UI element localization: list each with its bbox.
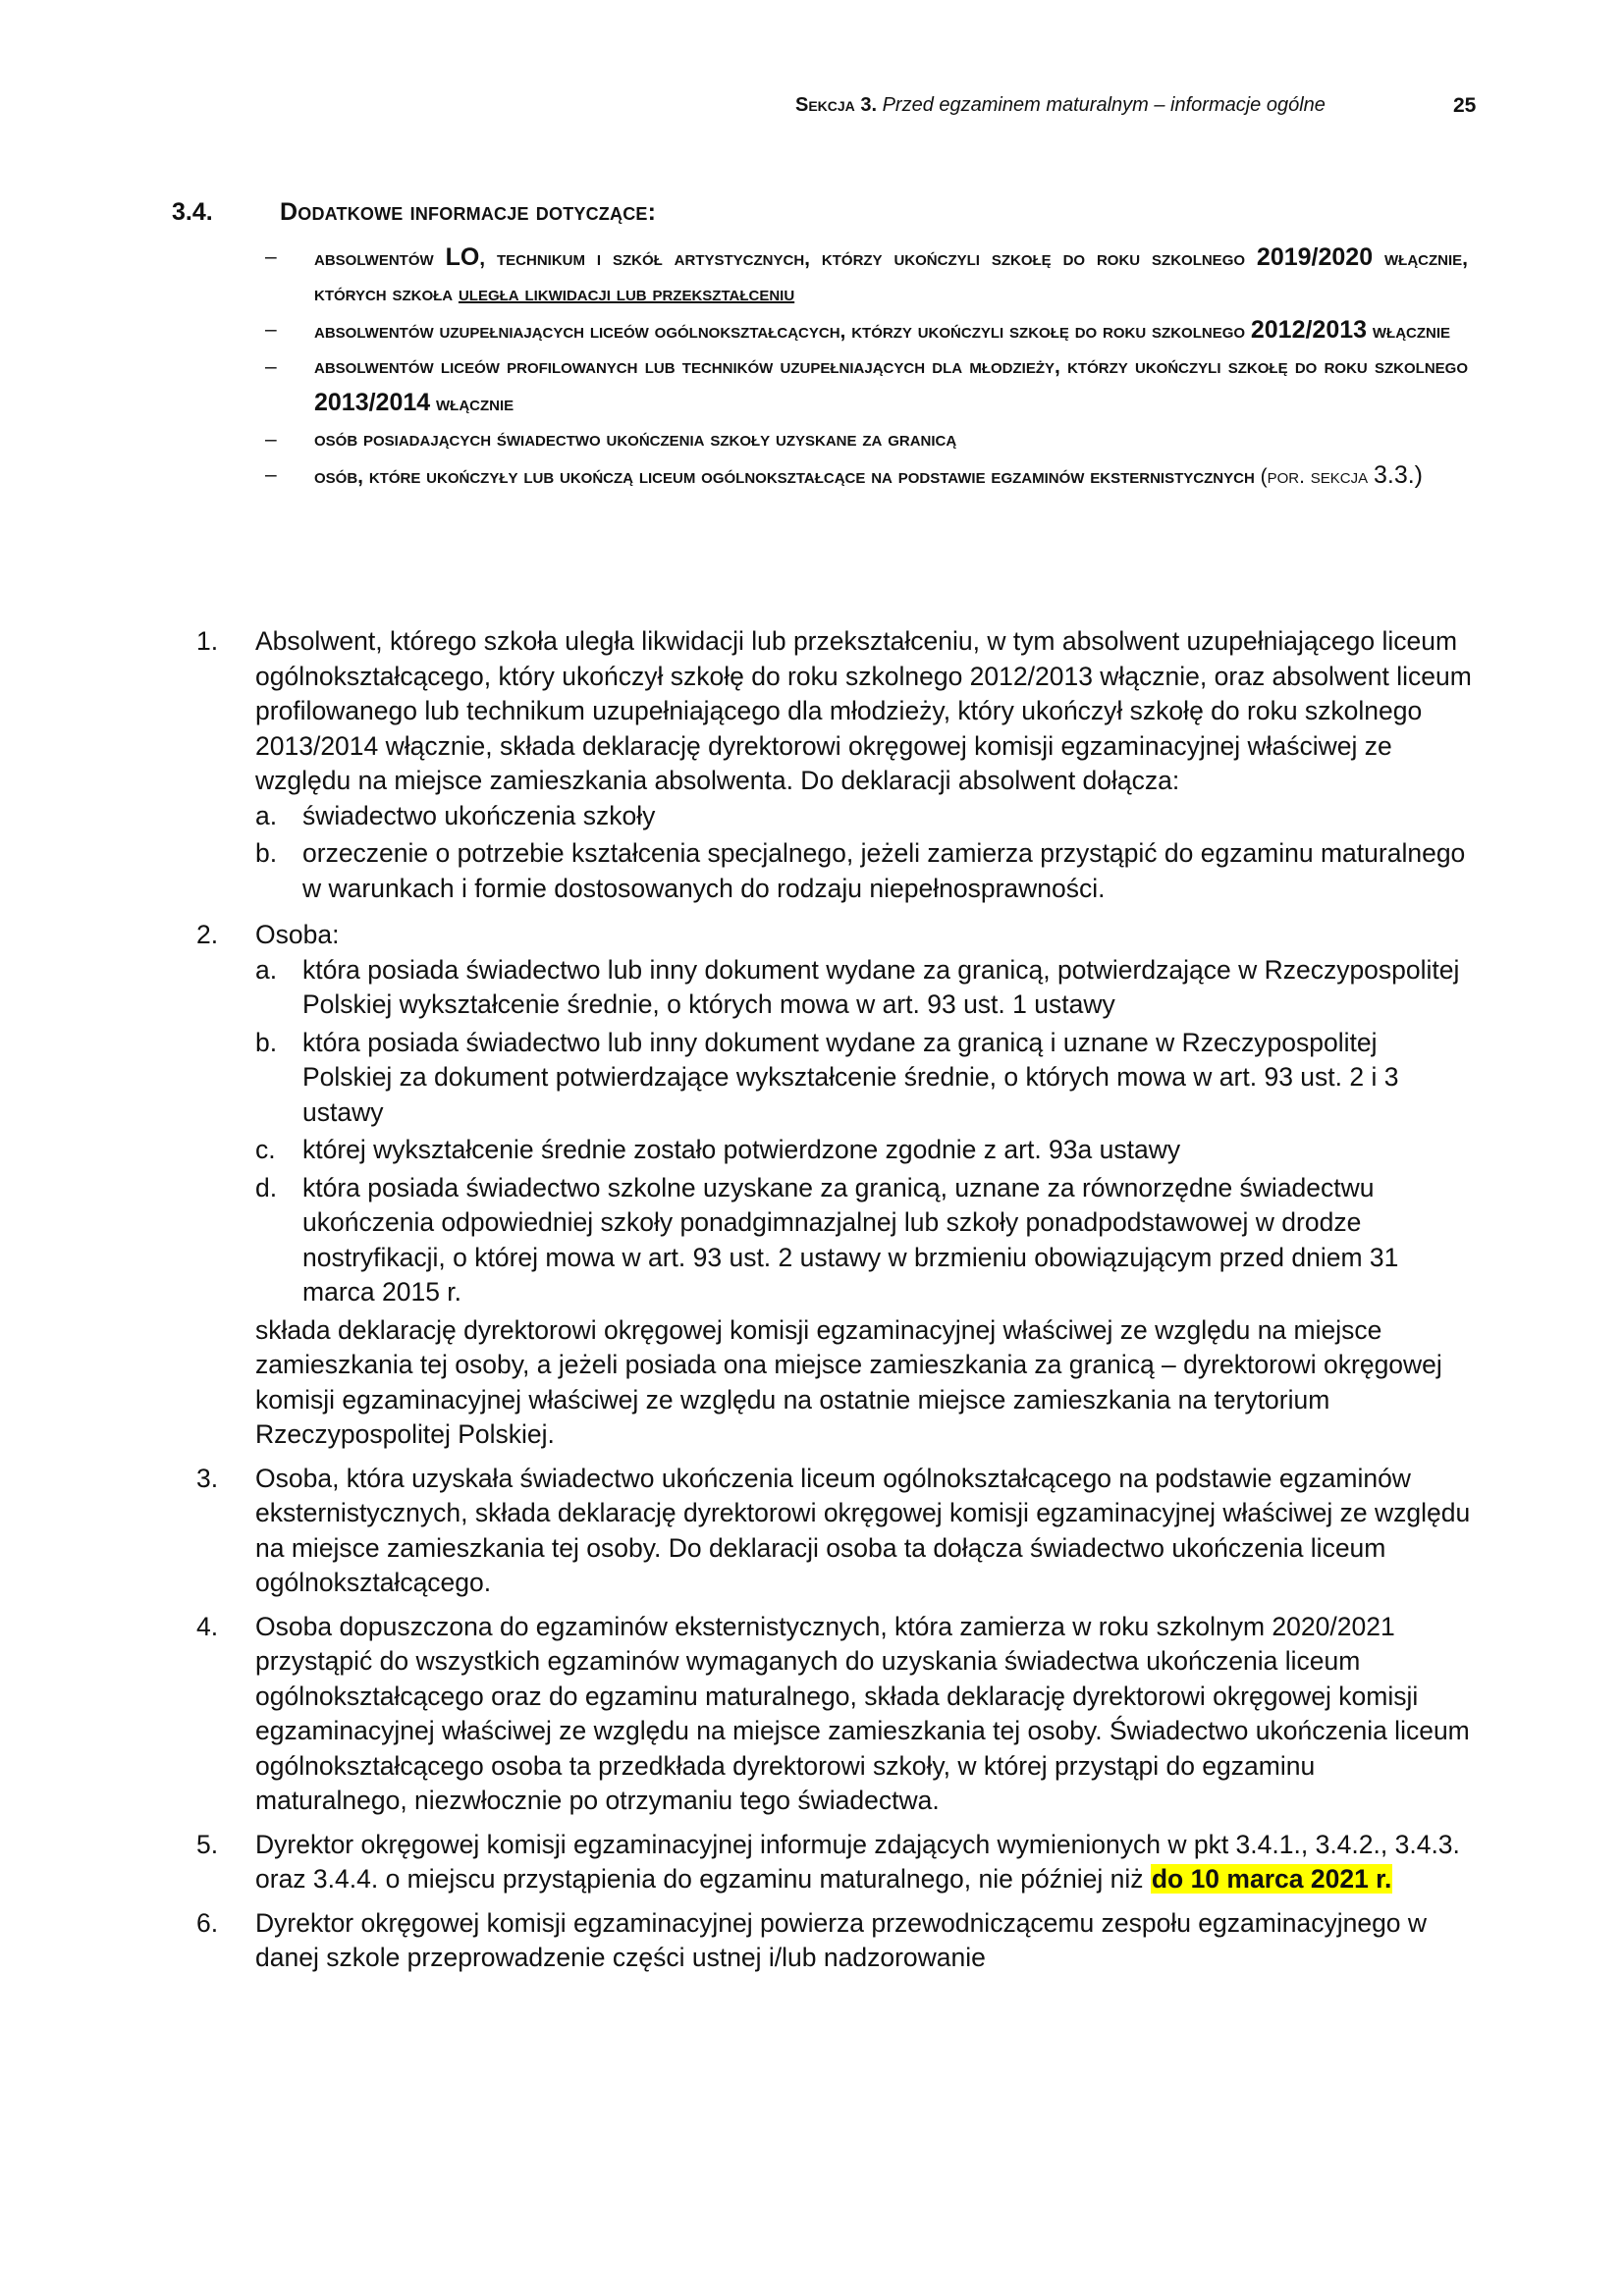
sub-item — [255, 953, 1473, 1023]
text-run: , technikum i szkół artystycznych, którzy ukończyli szkołę do roku szkolnego — [479, 247, 1257, 270]
list-item — [196, 624, 1473, 909]
bullet-text — [314, 349, 1468, 422]
text-run: 2012/2013 — [1250, 316, 1368, 344]
item-number: 5. — [196, 1829, 219, 1859]
item-body — [255, 1462, 1473, 1601]
text-run: włącznie, których szkoła — [314, 247, 1468, 305]
running-header-title — [795, 94, 1326, 117]
item-text: Osoba dopuszczona do egzaminów eksternistycznych, która zamierza w roku szkolnym 2020/2021 przystąpić do wszystkich egzaminów wymaganych do uzyskania świadectwa ukończenia liceum ogólnokształcącego oraz do egzaminu maturalnego, składa deklarację dyrektorowi okręgowej komisji egzaminacyjnej właściwej ze względu na miejsce zamieszkania tej osoby. Świadectwo ukończenia liceum ogólnokształcącego osoba ta przedkłada dyrektorowi szkoły, w której przystąpi do egzaminu maturalnego, niezwłocznie po otrzymaniu tego świadectwa. — [255, 1611, 1470, 1815]
header-section-title: Przed egzaminem maturalnym – informacje ogólne — [882, 94, 1326, 116]
text-run: włącznie — [430, 393, 514, 415]
underlined-phrase: uległa likwidacji lub przekształceniu — [458, 283, 795, 305]
text-run: osób, które ukończyły lub ukończą liceum ogólnokształcące na podstawie egzaminów eksternistycznych — [314, 465, 1261, 488]
running-header — [0, 94, 1624, 124]
item-text: Dyrektor okręgowej komisji egzaminacyjnej powierza przewodniczącemu zespołu egzaminacyjnego w danej szkole przeprowadzenie części ustnej i/lub nadzorowanie — [255, 1907, 1428, 1972]
sub-item-letter: c. — [255, 1135, 276, 1164]
dash-marker: – — [265, 355, 277, 378]
sub-list — [255, 953, 1473, 1310]
text-run: absolwentów — [314, 247, 446, 270]
highlighted-deadline: do 10 marca 2021 r. — [1151, 1864, 1392, 1894]
item-number: 6. — [196, 1907, 219, 1938]
bullet-item — [172, 240, 1478, 312]
section-3-4 — [172, 192, 1478, 495]
item-continuation-text: składa deklarację dyrektorowi okręgowej komisji egzaminacyjnej właściwej ze względu na miejsce zamieszkania tej osoby, a jeżeli posiada ona miejsce zamieszkania za granicą – dyrektorowi okręgowej komisji egzaminacyjnej właściwej ze względu na ostatnie miejsce zamieszkania na terytorium Rzeczypospolitej Polskiej. — [255, 1314, 1442, 1449]
item-number: 2. — [196, 920, 219, 949]
numbered-list — [196, 624, 1473, 1985]
text-run: osób posiadających świadectwo ukończenia szkoły uzyskane za granicą — [314, 428, 957, 451]
header-section-label: Sekcja 3. — [795, 94, 878, 116]
list-item — [196, 918, 1473, 1453]
section-bullet-list — [172, 240, 1478, 495]
item-number: 3. — [196, 1463, 219, 1493]
sub-list — [255, 799, 1473, 907]
list-item — [196, 1828, 1473, 1897]
item-body — [255, 624, 1473, 909]
dash-marker: – — [265, 428, 277, 451]
bullet-item — [172, 312, 1478, 349]
item-body — [255, 918, 1473, 1453]
sub-item — [255, 1133, 1473, 1168]
dash-marker: – — [265, 318, 277, 341]
sub-item-text: która posiada świadectwo lub inny dokument wydane za granicą, potwierdzające w Rzeczypospolitej Polskiej wykształcenie średnie, o których mowa w art. 93 ust. 1 ustawy — [302, 954, 1460, 1019]
text-run: absolwentów uzupełniających liceów ogólnokształcących, którzy ukończyli szkołę do roku szkolnego — [314, 320, 1251, 343]
bullet-text — [314, 457, 1468, 495]
section-title: Dodatkowe informacje dotyczące: — [280, 197, 657, 226]
sub-item-letter: a. — [255, 800, 278, 830]
bullet-item — [172, 457, 1478, 495]
sub-item-text: której wykształcenie średnie zostało potwierdzone zgodnie z art. 93a ustawy — [302, 1135, 1181, 1164]
sub-item — [255, 1171, 1473, 1310]
item-number: 1. — [196, 626, 219, 656]
sub-item-text: orzeczenie o potrzebie kształcenia specjalnego, jeżeli zamierza przystąpić do egzaminu maturalnego w warunkach i formie dostosowanych do rodzaju niepełnosprawności. — [302, 838, 1466, 903]
sub-item-text: świadectwo ukończenia szkoły — [302, 800, 656, 830]
sub-item-letter: d. — [255, 1172, 278, 1202]
text-run: absolwentów liceów profilowanych lub techników uzupełniających dla młodzieży, którzy ukończyli szkołę do roku szkolnego — [314, 355, 1468, 378]
text-run: 2013/2014 — [314, 389, 431, 416]
dash-marker: – — [265, 245, 277, 268]
item-body — [255, 1828, 1473, 1897]
bullet-text — [314, 312, 1468, 349]
sub-item-letter: a. — [255, 954, 278, 985]
bullet-text — [314, 240, 1468, 312]
text-run: 3.3.) — [1373, 461, 1423, 489]
item-text: Absolwent, którego szkoła uległa likwidacji lub przekształceniu, w tym absolwent uzupełniającego liceum ogólnokształcącego, który ukończył szkołę do roku szkolnego 2012/2013 włącznie, oraz absolwent liceum profilowanego lub technikum uzupełniającego dla młodzieży, który ukończył szkołę do roku szkolnego 2013/2014 włącznie, składa deklarację dyrektorowi okręgowej komisji egzaminacyjnej właściwej ze względu na miejsce zamieszkania absolwenta. Do deklaracji absolwent dołącza: — [255, 626, 1472, 795]
sub-item-letter: b. — [255, 838, 278, 868]
bullet-item — [172, 349, 1478, 422]
text-run: 2019/2020 — [1256, 243, 1374, 271]
list-item — [196, 1610, 1473, 1819]
list-item — [196, 1462, 1473, 1601]
section-number: 3.4. — [172, 197, 213, 226]
sub-item-text: która posiada świadectwo szkolne uzyskane za granicą, uznane za równorzędne świadectwu ukończenia odpowiedniej szkoły ponadgimnazjalnej lub szkoły ponadpodstawowej w drodze nostryfikacji, o której mowa w art. 93 ust. 2 ustawy w brzmieniu obowiązującym przed dniem 31 marca 2015 r. — [302, 1172, 1399, 1307]
sub-item — [255, 836, 1473, 906]
item-text: Osoba, która uzyskała świadectwo ukończenia liceum ogólnokształcącego na podstawie egzaminów eksternistycznych, składa deklarację dyrektorowi okręgowej komisji egzaminacyjnej właściwej ze względu na miejsce zamieszkania tej osoby. Do deklaracji osoba ta dołącza świadectwo ukończenia liceum ogólnokształcącego. — [255, 1463, 1471, 1597]
text-run: LO — [445, 243, 480, 271]
text-run: włącznie — [1367, 320, 1451, 343]
dash-marker: – — [265, 463, 277, 486]
sub-item — [255, 1026, 1473, 1131]
sub-item-letter: b. — [255, 1027, 278, 1057]
bullet-item — [172, 422, 1478, 457]
item-body — [255, 1906, 1473, 1976]
bullet-text — [314, 422, 1468, 457]
sub-item-text: która posiada świadectwo lub inny dokument wydane za granicą i uznane w Rzeczypospolitej Polskiej za dokument potwierdzające wykształcenie średnie, o których mowa w art. 93 ust. 2 i 3 ustawy — [302, 1027, 1399, 1127]
section-heading — [172, 192, 1478, 232]
list-item — [196, 1906, 1473, 1976]
item-text: Dyrektor okręgowej komisji egzaminacyjnej informuje zdających wymienionych w pkt 3.4.1., 3.4.2., 3.4.3. oraz 3.4.4. o miejscu przystąpienia do egzaminu maturalnego, nie później niż — [255, 1829, 1460, 1894]
item-number: 4. — [196, 1611, 219, 1641]
item-body — [255, 1610, 1473, 1819]
page-number: 25 — [1453, 94, 1477, 117]
text-run: (por. sekcja — [1260, 465, 1374, 488]
sub-item — [255, 799, 1473, 834]
item-text: Osoba: — [255, 920, 340, 949]
